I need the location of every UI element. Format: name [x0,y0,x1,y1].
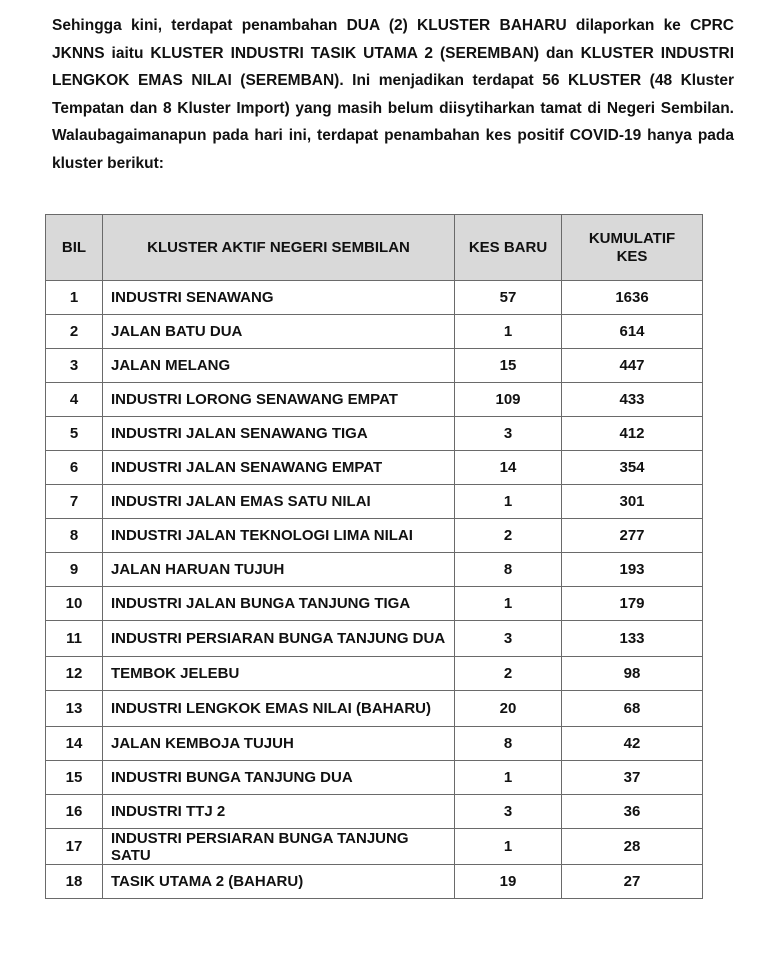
row-bil: 6 [46,451,103,485]
header-kumulatif [562,215,703,281]
row-bil: 3 [46,349,103,383]
row-cluster-name: JALAN KEMBOJA TUJUH [103,727,455,761]
table-row [46,621,703,657]
row-bil: 7 [46,485,103,519]
row-kumulatif: 433 [562,383,703,417]
table-row [46,349,703,383]
table-row [46,281,703,315]
row-kumulatif: 354 [562,451,703,485]
row-kumulatif: 277 [562,519,703,553]
row-kumulatif: 27 [562,865,703,899]
row-kumulatif: 133 [562,621,703,657]
table-body [46,281,703,899]
table-row [46,417,703,451]
row-kes-baru: 20 [455,691,562,727]
header-kumulatif-line1: KUMULATIF [588,229,676,247]
table-row [46,315,703,349]
row-kes-baru: 3 [455,621,562,657]
row-kumulatif: 301 [562,485,703,519]
row-kumulatif: 42 [562,727,703,761]
row-kes-baru: 8 [455,727,562,761]
row-cluster-name: INDUSTRI TTJ 2 [103,795,455,829]
row-bil: 1 [46,281,103,315]
row-bil: 14 [46,727,103,761]
row-kes-baru: 8 [455,553,562,587]
row-bil: 12 [46,657,103,691]
table-row [46,587,703,621]
row-kes-baru: 1 [455,761,562,795]
row-kumulatif: 193 [562,553,703,587]
row-kes-baru: 1 [455,587,562,621]
row-kumulatif: 98 [562,657,703,691]
table-row [46,829,703,865]
table-row [46,691,703,727]
row-kes-baru: 1 [455,315,562,349]
row-bil: 9 [46,553,103,587]
table-row [46,761,703,795]
row-cluster-name: INDUSTRI LORONG SENAWANG EMPAT [103,383,455,417]
table-row [46,485,703,519]
row-kumulatif: 412 [562,417,703,451]
row-cluster-name: JALAN MELANG [103,349,455,383]
row-cluster-name: TASIK UTAMA 2 (BAHARU) [103,865,455,899]
row-kumulatif: 36 [562,795,703,829]
table-row [46,657,703,691]
row-kes-baru: 57 [455,281,562,315]
table-row [46,553,703,587]
row-kumulatif: 37 [562,761,703,795]
row-cluster-name: INDUSTRI SENAWANG [103,281,455,315]
intro-paragraph: Sehingga kini, terdapat penambahan DUA (2) KLUSTER BAHARU dilaporkan ke CPRC JKNNS iaitu KLUSTER INDUSTRI TASIK UTAMA 2 (SEREMBAN) dan KLUSTER INDUSTRI LENGKOK EMAS NILAI (SEREMBAN). Ini menjadikan terdapat 56 KLUSTER (48 Kluster Tempatan dan 8 Kluster Import) yang masih belum diisytiharkan tamat di Negeri Sembilan. Walaubagaimanapun pada hari ini, terdapat penambahan kes positif COVID-19 hanya pada kluster berikut: [52,17,734,172]
row-cluster-name: INDUSTRI JALAN EMAS SATU NILAI [103,485,455,519]
table-row [46,519,703,553]
row-kes-baru: 3 [455,417,562,451]
row-cluster-name: INDUSTRI PERSIARAN BUNGA TANJUNG SATU [103,829,455,865]
row-cluster-name: INDUSTRI JALAN TEKNOLOGI LIMA NILAI [103,519,455,553]
row-cluster-name: JALAN BATU DUA [103,315,455,349]
row-cluster-name: JALAN HARUAN TUJUH [103,553,455,587]
row-kes-baru: 2 [455,519,562,553]
header-row [46,215,703,281]
row-kes-baru: 14 [455,451,562,485]
row-cluster-name: INDUSTRI BUNGA TANJUNG DUA [103,761,455,795]
row-kes-baru: 15 [455,349,562,383]
row-kes-baru: 1 [455,829,562,865]
row-kes-baru: 3 [455,795,562,829]
row-kumulatif: 28 [562,829,703,865]
table-row [46,795,703,829]
row-bil: 13 [46,691,103,727]
row-kumulatif: 614 [562,315,703,349]
table-row [46,383,703,417]
row-kes-baru: 2 [455,657,562,691]
cluster-table [45,214,703,899]
row-kumulatif: 179 [562,587,703,621]
row-kes-baru: 19 [455,865,562,899]
header-kes-baru: KES BARU [455,215,562,281]
row-bil: 10 [46,587,103,621]
row-cluster-name: INDUSTRI JALAN SENAWANG EMPAT [103,451,455,485]
header-bil: BIL [46,215,103,281]
row-cluster-name: INDUSTRI LENGKOK EMAS NILAI (BAHARU) [103,691,455,727]
table-row [46,451,703,485]
row-bil: 16 [46,795,103,829]
table-row [46,727,703,761]
row-bil: 4 [46,383,103,417]
row-bil: 18 [46,865,103,899]
row-bil: 17 [46,829,103,865]
row-bil: 11 [46,621,103,657]
row-bil: 15 [46,761,103,795]
header-kluster: KLUSTER AKTIF NEGERI SEMBILAN [103,215,455,281]
table-header [46,215,703,281]
row-cluster-name: INDUSTRI PERSIARAN BUNGA TANJUNG DUA [103,621,455,657]
row-kes-baru: 1 [455,485,562,519]
row-bil: 8 [46,519,103,553]
row-kumulatif: 1636 [562,281,703,315]
row-bil: 2 [46,315,103,349]
row-bil: 5 [46,417,103,451]
row-kumulatif: 447 [562,349,703,383]
row-kes-baru: 109 [455,383,562,417]
table-row [46,865,703,899]
header-kumulatif-line2: KES [616,247,648,265]
row-cluster-name: INDUSTRI JALAN BUNGA TANJUNG TIGA [103,587,455,621]
row-cluster-name: TEMBOK JELEBU [103,657,455,691]
row-cluster-name: INDUSTRI JALAN SENAWANG TIGA [103,417,455,451]
row-kumulatif: 68 [562,691,703,727]
